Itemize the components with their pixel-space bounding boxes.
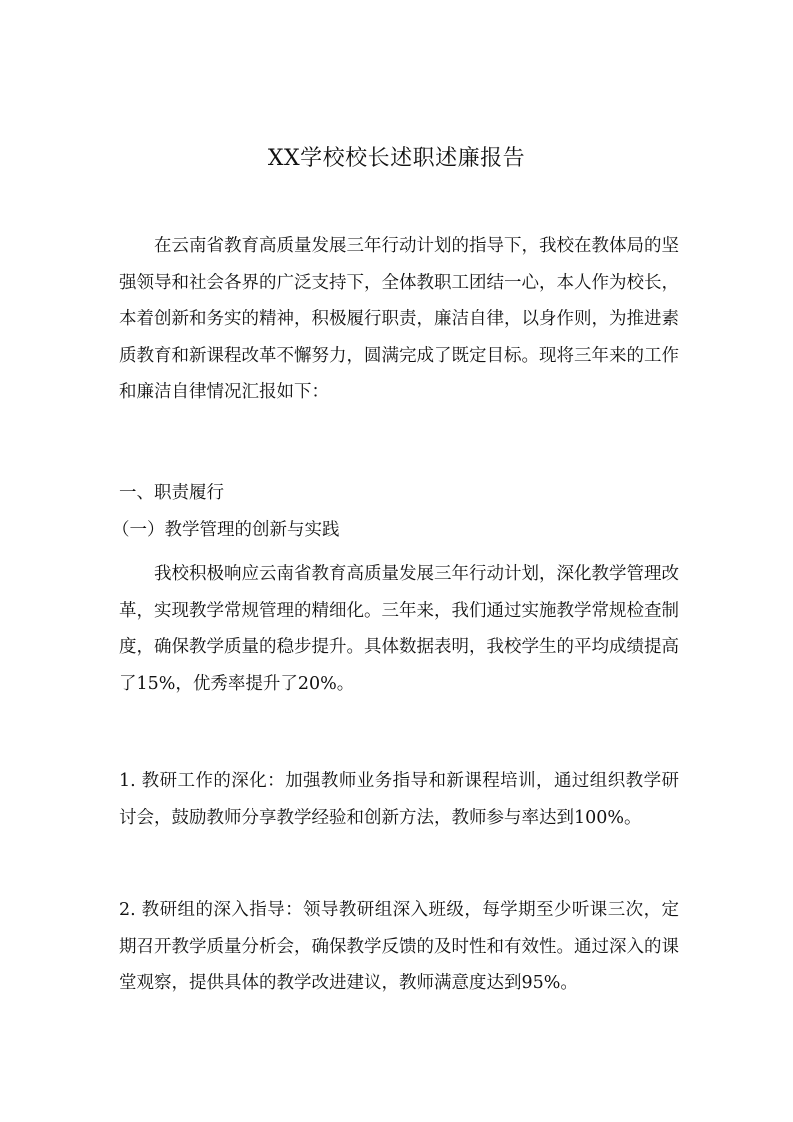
document-title: XX学校校长述职述廉报告	[267, 146, 526, 171]
intro-paragraph: 在云南省教育高质量发展三年行动计划的指导下，我校在教体局的坚强领导和社会各界的广泛支持下，全体教职工团结一心，本人作为校长，本着创新和务实的精神，积极履行职责，廉洁自律，以身作则，为推进素质教育和新课程改革不懈努力，圆满完成了既定目标。现将三年来的工作和廉洁自律情况汇报如下：	[119, 236, 679, 402]
body-paragraph: 我校积极响应云南省教育高质量发展三年行动计划，深化教学管理改革，实现教学常规管理的精细化。三年来，我们通过实施教学常规检查制度，确保教学质量的稳步提升。具体数据表明，我校学生的平均成绩提高了15%，优秀率提升了20%。	[119, 564, 679, 694]
list-item-2: 2. 教研组的深入指导：领导教研组深入班级，每学期至少听课三次，定期召开教学质量分析会，确保教学反馈的及时性和有效性。通过深入的课堂观察，提供具体的教学改进建议，教师满意度达到95%。	[119, 900, 679, 993]
section-heading: 一、职责履行	[119, 483, 224, 503]
subsection-heading: （一）教学管理的创新与实践	[112, 520, 340, 540]
list-item-1: 1. 教研工作的深化：加强教师业务指导和新课程培训，通过组织教学研讨会，鼓励教师分享教学经验和创新方法，教师参与率达到100%。	[119, 771, 679, 828]
